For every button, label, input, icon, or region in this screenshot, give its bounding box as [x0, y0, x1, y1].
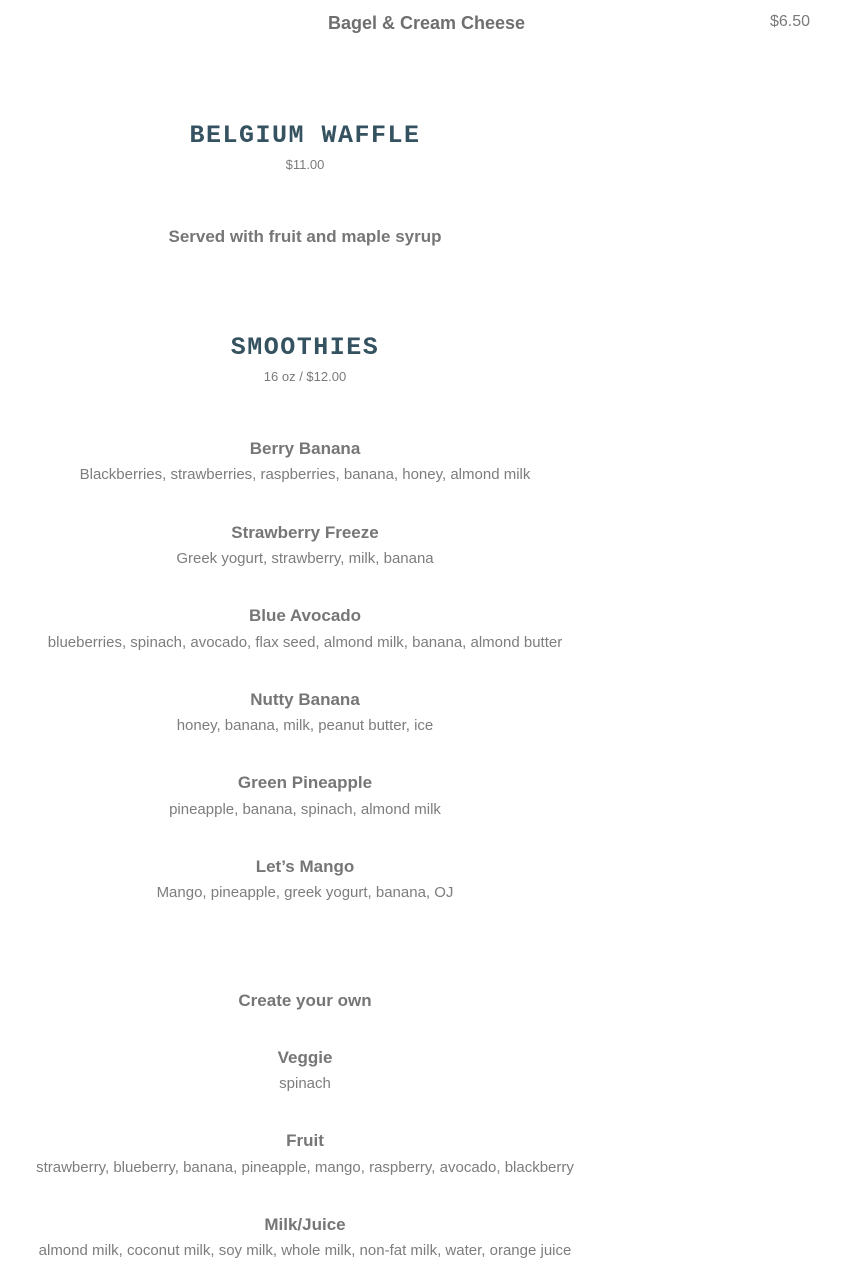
waffle-description: Served with fruit and maple syrup — [168, 227, 442, 246]
smoothie-ingredients: pineapple, banana, spinach, almond milk — [169, 801, 441, 818]
section-title-smoothies: SMOOTHIES — [230, 333, 380, 362]
smoothie-name: Let’s Mango — [255, 857, 355, 876]
smoothie-ingredients: honey, banana, milk, peanut butter, ice — [176, 717, 434, 734]
create-option-name: Fruit — [286, 1131, 324, 1150]
smoothie-name: Green Pineapple — [237, 773, 373, 792]
smoothie-name: Berry Banana — [249, 439, 361, 458]
smoothie-ingredients: Mango, pineapple, greek yogurt, banana, OJ — [156, 884, 454, 901]
smoothie-name: Blue Avocado — [248, 606, 362, 625]
create-option-name: Milk/Juice — [264, 1215, 346, 1234]
smoothie-name: Strawberry Freeze — [231, 523, 379, 542]
menu-item-price: $6.50 — [769, 13, 810, 30]
create-option-name: Veggie — [277, 1048, 333, 1067]
section-price-waffle: $11.00 — [285, 157, 325, 172]
create-option-choices: spinach — [279, 1075, 331, 1092]
smoothie-ingredients: Blackberries, strawberries, raspberries, banana, honey, almond milk — [79, 466, 531, 483]
create-option-choices: strawberry, blueberry, banana, pineapple, mango, raspberry, avocado, blackberry — [36, 1159, 574, 1176]
smoothie-name: Nutty Banana — [250, 690, 360, 709]
section-price-smoothies: 16 oz / $12.00 — [263, 369, 347, 384]
menu-item-name: Bagel & Cream Cheese — [327, 13, 526, 33]
create-option-choices: almond milk, coconut milk, soy milk, whole milk, non-fat milk, water, orange juice — [38, 1242, 572, 1259]
smoothie-ingredients: Greek yogurt, strawberry, milk, banana — [176, 550, 434, 567]
section-title-create-your-own: Create your own — [238, 991, 372, 1010]
smoothie-ingredients: blueberries, spinach, avocado, flax seed, almond milk, banana, almond butter — [47, 634, 563, 651]
section-title-belgium-waffle: BELGIUM WAFFLE — [189, 121, 421, 150]
